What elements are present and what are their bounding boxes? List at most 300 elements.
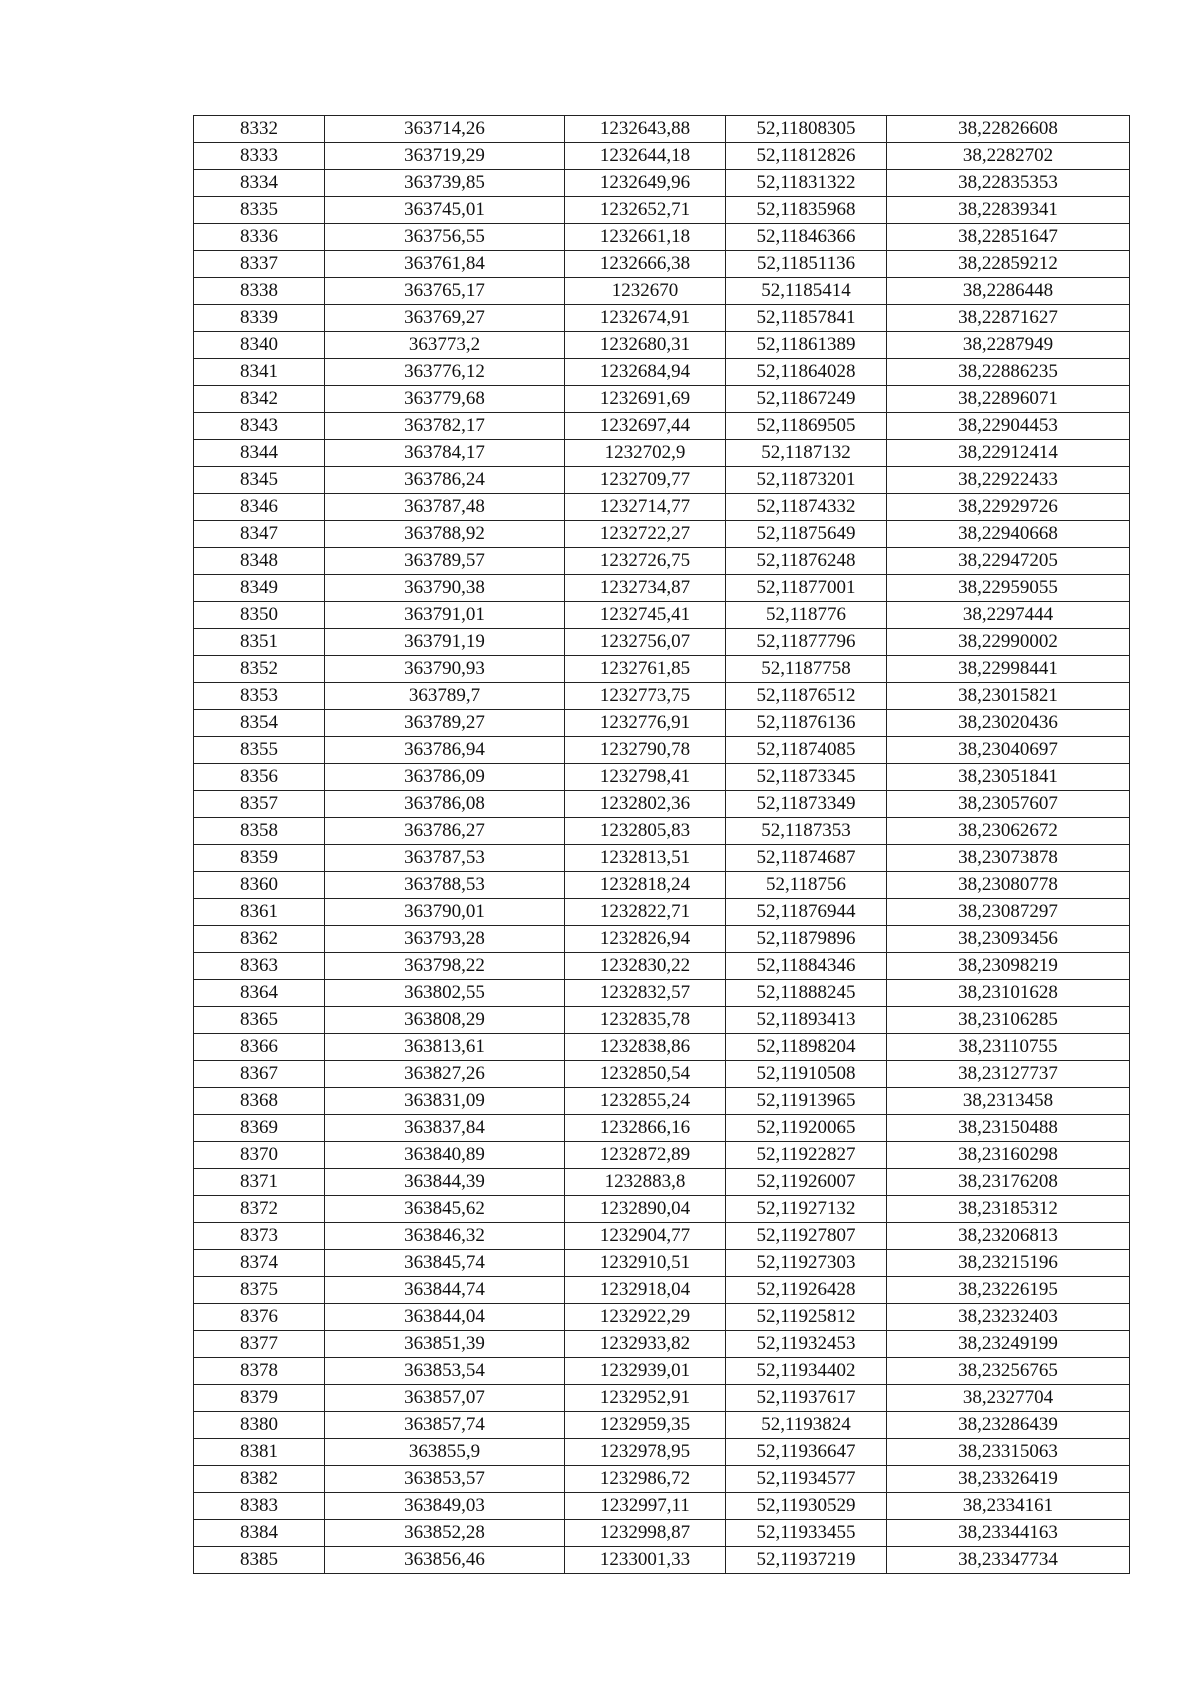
y-coordinate-cell: 1232997,11 xyxy=(565,1493,726,1520)
y-coordinate-cell: 1232726,75 xyxy=(565,548,726,575)
table-row xyxy=(194,602,1130,629)
table-row xyxy=(194,845,1130,872)
point-number-cell: 8332 xyxy=(194,116,325,143)
latitude-cell: 52,11812826 xyxy=(726,143,887,170)
point-number-cell: 8358 xyxy=(194,818,325,845)
y-coordinate-cell: 1232670 xyxy=(565,278,726,305)
point-number-cell: 8370 xyxy=(194,1142,325,1169)
y-coordinate-cell: 1232649,96 xyxy=(565,170,726,197)
y-coordinate-cell: 1232776,91 xyxy=(565,710,726,737)
y-coordinate-cell: 1232826,94 xyxy=(565,926,726,953)
point-number-cell: 8364 xyxy=(194,980,325,1007)
table-row xyxy=(194,710,1130,737)
latitude-cell: 52,11927132 xyxy=(726,1196,887,1223)
table-row xyxy=(194,1142,1130,1169)
point-number-cell: 8334 xyxy=(194,170,325,197)
longitude-cell: 38,22904453 xyxy=(887,413,1130,440)
point-number-cell: 8375 xyxy=(194,1277,325,1304)
point-number-cell: 8356 xyxy=(194,764,325,791)
table-row xyxy=(194,1412,1130,1439)
point-number-cell: 8372 xyxy=(194,1196,325,1223)
longitude-cell: 38,23215196 xyxy=(887,1250,1130,1277)
latitude-cell: 52,11937617 xyxy=(726,1385,887,1412)
y-coordinate-cell: 1232986,72 xyxy=(565,1466,726,1493)
x-coordinate-cell: 363773,2 xyxy=(325,332,565,359)
latitude-cell: 52,1187758 xyxy=(726,656,887,683)
y-coordinate-cell: 1232722,27 xyxy=(565,521,726,548)
longitude-cell: 38,23057607 xyxy=(887,791,1130,818)
x-coordinate-cell: 363855,9 xyxy=(325,1439,565,1466)
x-coordinate-cell: 363761,84 xyxy=(325,251,565,278)
table-row xyxy=(194,1250,1130,1277)
latitude-cell: 52,11898204 xyxy=(726,1034,887,1061)
table-row xyxy=(194,359,1130,386)
y-coordinate-cell: 1232674,91 xyxy=(565,305,726,332)
latitude-cell: 52,11835968 xyxy=(726,197,887,224)
point-number-cell: 8360 xyxy=(194,872,325,899)
longitude-cell: 38,22851647 xyxy=(887,224,1130,251)
longitude-cell: 38,23127737 xyxy=(887,1061,1130,1088)
y-coordinate-cell: 1232761,85 xyxy=(565,656,726,683)
x-coordinate-cell: 363857,07 xyxy=(325,1385,565,1412)
y-coordinate-cell: 1232866,16 xyxy=(565,1115,726,1142)
x-coordinate-cell: 363856,46 xyxy=(325,1547,565,1574)
longitude-cell: 38,23160298 xyxy=(887,1142,1130,1169)
table-row xyxy=(194,1439,1130,1466)
point-number-cell: 8362 xyxy=(194,926,325,953)
x-coordinate-cell: 363776,12 xyxy=(325,359,565,386)
longitude-cell: 38,23062672 xyxy=(887,818,1130,845)
point-number-cell: 8367 xyxy=(194,1061,325,1088)
x-coordinate-cell: 363714,26 xyxy=(325,116,565,143)
latitude-cell: 52,11869505 xyxy=(726,413,887,440)
longitude-cell: 38,2313458 xyxy=(887,1088,1130,1115)
point-number-cell: 8359 xyxy=(194,845,325,872)
table-row xyxy=(194,278,1130,305)
point-number-cell: 8341 xyxy=(194,359,325,386)
point-number-cell: 8333 xyxy=(194,143,325,170)
table-row xyxy=(194,629,1130,656)
point-number-cell: 8383 xyxy=(194,1493,325,1520)
latitude-cell: 52,11861389 xyxy=(726,332,887,359)
longitude-cell: 38,23020436 xyxy=(887,710,1130,737)
x-coordinate-cell: 363790,01 xyxy=(325,899,565,926)
longitude-cell: 38,23232403 xyxy=(887,1304,1130,1331)
latitude-cell: 52,11864028 xyxy=(726,359,887,386)
point-number-cell: 8335 xyxy=(194,197,325,224)
x-coordinate-cell: 363857,74 xyxy=(325,1412,565,1439)
latitude-cell: 52,11884346 xyxy=(726,953,887,980)
point-number-cell: 8346 xyxy=(194,494,325,521)
table-row xyxy=(194,224,1130,251)
x-coordinate-cell: 363844,74 xyxy=(325,1277,565,1304)
longitude-cell: 38,22835353 xyxy=(887,170,1130,197)
longitude-cell: 38,23087297 xyxy=(887,899,1130,926)
y-coordinate-cell: 1232790,78 xyxy=(565,737,726,764)
table-row xyxy=(194,197,1130,224)
x-coordinate-cell: 363827,26 xyxy=(325,1061,565,1088)
longitude-cell: 38,23073878 xyxy=(887,845,1130,872)
latitude-cell: 52,11910508 xyxy=(726,1061,887,1088)
y-coordinate-cell: 1232904,77 xyxy=(565,1223,726,1250)
table-row xyxy=(194,926,1130,953)
x-coordinate-cell: 363844,04 xyxy=(325,1304,565,1331)
x-coordinate-cell: 363789,57 xyxy=(325,548,565,575)
longitude-cell: 38,22929726 xyxy=(887,494,1130,521)
x-coordinate-cell: 363840,89 xyxy=(325,1142,565,1169)
table-row xyxy=(194,1223,1130,1250)
point-number-cell: 8361 xyxy=(194,899,325,926)
y-coordinate-cell: 1232702,9 xyxy=(565,440,726,467)
y-coordinate-cell: 1232872,89 xyxy=(565,1142,726,1169)
point-number-cell: 8337 xyxy=(194,251,325,278)
latitude-cell: 52,11876136 xyxy=(726,710,887,737)
table-row xyxy=(194,1061,1130,1088)
latitude-cell: 52,11936647 xyxy=(726,1439,887,1466)
x-coordinate-cell: 363790,38 xyxy=(325,575,565,602)
point-number-cell: 8351 xyxy=(194,629,325,656)
table-row xyxy=(194,791,1130,818)
table-row xyxy=(194,1385,1130,1412)
coordinates-table xyxy=(193,115,1130,1574)
longitude-cell: 38,22990002 xyxy=(887,629,1130,656)
point-number-cell: 8355 xyxy=(194,737,325,764)
table-row xyxy=(194,683,1130,710)
latitude-cell: 52,11875649 xyxy=(726,521,887,548)
longitude-cell: 38,23315063 xyxy=(887,1439,1130,1466)
latitude-cell: 52,1185414 xyxy=(726,278,887,305)
y-coordinate-cell: 1232959,35 xyxy=(565,1412,726,1439)
point-number-cell: 8380 xyxy=(194,1412,325,1439)
longitude-cell: 38,23080778 xyxy=(887,872,1130,899)
y-coordinate-cell: 1232652,71 xyxy=(565,197,726,224)
point-number-cell: 8338 xyxy=(194,278,325,305)
point-number-cell: 8353 xyxy=(194,683,325,710)
point-number-cell: 8374 xyxy=(194,1250,325,1277)
table-row xyxy=(194,872,1130,899)
point-number-cell: 8376 xyxy=(194,1304,325,1331)
table-row xyxy=(194,386,1130,413)
latitude-cell: 52,11913965 xyxy=(726,1088,887,1115)
point-number-cell: 8363 xyxy=(194,953,325,980)
longitude-cell: 38,22947205 xyxy=(887,548,1130,575)
latitude-cell: 52,11934577 xyxy=(726,1466,887,1493)
x-coordinate-cell: 363798,22 xyxy=(325,953,565,980)
y-coordinate-cell: 1232850,54 xyxy=(565,1061,726,1088)
y-coordinate-cell: 1232855,24 xyxy=(565,1088,726,1115)
x-coordinate-cell: 363788,53 xyxy=(325,872,565,899)
y-coordinate-cell: 1232734,87 xyxy=(565,575,726,602)
point-number-cell: 8339 xyxy=(194,305,325,332)
longitude-cell: 38,23185312 xyxy=(887,1196,1130,1223)
latitude-cell: 52,11934402 xyxy=(726,1358,887,1385)
point-number-cell: 8368 xyxy=(194,1088,325,1115)
x-coordinate-cell: 363786,09 xyxy=(325,764,565,791)
latitude-cell: 52,11808305 xyxy=(726,116,887,143)
table-row xyxy=(194,1520,1130,1547)
x-coordinate-cell: 363719,29 xyxy=(325,143,565,170)
latitude-cell: 52,11926007 xyxy=(726,1169,887,1196)
y-coordinate-cell: 1232643,88 xyxy=(565,116,726,143)
longitude-cell: 38,22896071 xyxy=(887,386,1130,413)
table-row xyxy=(194,548,1130,575)
table-row xyxy=(194,1304,1130,1331)
x-coordinate-cell: 363787,48 xyxy=(325,494,565,521)
y-coordinate-cell: 1232714,77 xyxy=(565,494,726,521)
table-row xyxy=(194,1547,1130,1574)
y-coordinate-cell: 1232818,24 xyxy=(565,872,726,899)
longitude-cell: 38,23051841 xyxy=(887,764,1130,791)
y-coordinate-cell: 1232813,51 xyxy=(565,845,726,872)
latitude-cell: 52,11925812 xyxy=(726,1304,887,1331)
point-number-cell: 8371 xyxy=(194,1169,325,1196)
latitude-cell: 52,11922827 xyxy=(726,1142,887,1169)
x-coordinate-cell: 363769,27 xyxy=(325,305,565,332)
longitude-cell: 38,22959055 xyxy=(887,575,1130,602)
longitude-cell: 38,23093456 xyxy=(887,926,1130,953)
point-number-cell: 8344 xyxy=(194,440,325,467)
y-coordinate-cell: 1232822,71 xyxy=(565,899,726,926)
latitude-cell: 52,11874687 xyxy=(726,845,887,872)
longitude-cell: 38,23206813 xyxy=(887,1223,1130,1250)
y-coordinate-cell: 1232952,91 xyxy=(565,1385,726,1412)
y-coordinate-cell: 1232805,83 xyxy=(565,818,726,845)
x-coordinate-cell: 363782,17 xyxy=(325,413,565,440)
point-number-cell: 8347 xyxy=(194,521,325,548)
y-coordinate-cell: 1232883,8 xyxy=(565,1169,726,1196)
x-coordinate-cell: 363789,7 xyxy=(325,683,565,710)
longitude-cell: 38,2327704 xyxy=(887,1385,1130,1412)
longitude-cell: 38,22940668 xyxy=(887,521,1130,548)
point-number-cell: 8340 xyxy=(194,332,325,359)
latitude-cell: 52,11893413 xyxy=(726,1007,887,1034)
table-row xyxy=(194,656,1130,683)
y-coordinate-cell: 1232890,04 xyxy=(565,1196,726,1223)
longitude-cell: 38,23040697 xyxy=(887,737,1130,764)
longitude-cell: 38,23226195 xyxy=(887,1277,1130,1304)
x-coordinate-cell: 363853,57 xyxy=(325,1466,565,1493)
latitude-cell: 52,11873349 xyxy=(726,791,887,818)
y-coordinate-cell: 1232756,07 xyxy=(565,629,726,656)
y-coordinate-cell: 1232998,87 xyxy=(565,1520,726,1547)
x-coordinate-cell: 363837,84 xyxy=(325,1115,565,1142)
x-coordinate-cell: 363786,94 xyxy=(325,737,565,764)
point-number-cell: 8377 xyxy=(194,1331,325,1358)
table-row xyxy=(194,521,1130,548)
y-coordinate-cell: 1232832,57 xyxy=(565,980,726,1007)
table-row xyxy=(194,899,1130,926)
table-row xyxy=(194,1466,1130,1493)
table-row xyxy=(194,575,1130,602)
y-coordinate-cell: 1232918,04 xyxy=(565,1277,726,1304)
longitude-cell: 38,2286448 xyxy=(887,278,1130,305)
latitude-cell: 52,11874085 xyxy=(726,737,887,764)
longitude-cell: 38,23015821 xyxy=(887,683,1130,710)
point-number-cell: 8373 xyxy=(194,1223,325,1250)
table-row xyxy=(194,1007,1130,1034)
x-coordinate-cell: 363845,62 xyxy=(325,1196,565,1223)
table-row xyxy=(194,413,1130,440)
longitude-cell: 38,22871627 xyxy=(887,305,1130,332)
y-coordinate-cell: 1232939,01 xyxy=(565,1358,726,1385)
longitude-cell: 38,23286439 xyxy=(887,1412,1130,1439)
table-row xyxy=(194,1115,1130,1142)
longitude-cell: 38,23176208 xyxy=(887,1169,1130,1196)
latitude-cell: 52,11874332 xyxy=(726,494,887,521)
point-number-cell: 8366 xyxy=(194,1034,325,1061)
y-coordinate-cell: 1232661,18 xyxy=(565,224,726,251)
x-coordinate-cell: 363849,03 xyxy=(325,1493,565,1520)
table-row xyxy=(194,251,1130,278)
longitude-cell: 38,23106285 xyxy=(887,1007,1130,1034)
x-coordinate-cell: 363739,85 xyxy=(325,170,565,197)
point-number-cell: 8385 xyxy=(194,1547,325,1574)
point-number-cell: 8382 xyxy=(194,1466,325,1493)
point-number-cell: 8348 xyxy=(194,548,325,575)
longitude-cell: 38,22998441 xyxy=(887,656,1130,683)
latitude-cell: 52,11888245 xyxy=(726,980,887,1007)
x-coordinate-cell: 363831,09 xyxy=(325,1088,565,1115)
x-coordinate-cell: 363802,55 xyxy=(325,980,565,1007)
latitude-cell: 52,11876248 xyxy=(726,548,887,575)
y-coordinate-cell: 1232644,18 xyxy=(565,143,726,170)
point-number-cell: 8378 xyxy=(194,1358,325,1385)
latitude-cell: 52,11937219 xyxy=(726,1547,887,1574)
point-number-cell: 8357 xyxy=(194,791,325,818)
x-coordinate-cell: 363852,28 xyxy=(325,1520,565,1547)
x-coordinate-cell: 363791,01 xyxy=(325,602,565,629)
longitude-cell: 38,22922433 xyxy=(887,467,1130,494)
y-coordinate-cell: 1232691,69 xyxy=(565,386,726,413)
point-number-cell: 8381 xyxy=(194,1439,325,1466)
point-number-cell: 8345 xyxy=(194,467,325,494)
y-coordinate-cell: 1232773,75 xyxy=(565,683,726,710)
latitude-cell: 52,11927807 xyxy=(726,1223,887,1250)
y-coordinate-cell: 1232910,51 xyxy=(565,1250,726,1277)
y-coordinate-cell: 1232978,95 xyxy=(565,1439,726,1466)
point-number-cell: 8336 xyxy=(194,224,325,251)
longitude-cell: 38,23344163 xyxy=(887,1520,1130,1547)
latitude-cell: 52,11851136 xyxy=(726,251,887,278)
table-row xyxy=(194,467,1130,494)
table-row xyxy=(194,332,1130,359)
x-coordinate-cell: 363789,27 xyxy=(325,710,565,737)
table-row xyxy=(194,170,1130,197)
x-coordinate-cell: 363790,93 xyxy=(325,656,565,683)
x-coordinate-cell: 363793,28 xyxy=(325,926,565,953)
y-coordinate-cell: 1232922,29 xyxy=(565,1304,726,1331)
x-coordinate-cell: 363813,61 xyxy=(325,1034,565,1061)
table-row xyxy=(194,818,1130,845)
latitude-cell: 52,118756 xyxy=(726,872,887,899)
y-coordinate-cell: 1232697,44 xyxy=(565,413,726,440)
x-coordinate-cell: 363791,19 xyxy=(325,629,565,656)
table-row xyxy=(194,1358,1130,1385)
latitude-cell: 52,11879896 xyxy=(726,926,887,953)
table-row xyxy=(194,1034,1130,1061)
y-coordinate-cell: 1232838,86 xyxy=(565,1034,726,1061)
point-number-cell: 8369 xyxy=(194,1115,325,1142)
x-coordinate-cell: 363786,27 xyxy=(325,818,565,845)
table-row xyxy=(194,440,1130,467)
y-coordinate-cell: 1232709,77 xyxy=(565,467,726,494)
y-coordinate-cell: 1232830,22 xyxy=(565,953,726,980)
latitude-cell: 52,11876944 xyxy=(726,899,887,926)
x-coordinate-cell: 363786,08 xyxy=(325,791,565,818)
point-number-cell: 8384 xyxy=(194,1520,325,1547)
latitude-cell: 52,11920065 xyxy=(726,1115,887,1142)
x-coordinate-cell: 363851,39 xyxy=(325,1331,565,1358)
table-row xyxy=(194,305,1130,332)
point-number-cell: 8342 xyxy=(194,386,325,413)
table-row xyxy=(194,1277,1130,1304)
x-coordinate-cell: 363845,74 xyxy=(325,1250,565,1277)
latitude-cell: 52,11927303 xyxy=(726,1250,887,1277)
x-coordinate-cell: 363853,54 xyxy=(325,1358,565,1385)
y-coordinate-cell: 1232802,36 xyxy=(565,791,726,818)
longitude-cell: 38,23326419 xyxy=(887,1466,1130,1493)
y-coordinate-cell: 1232745,41 xyxy=(565,602,726,629)
longitude-cell: 38,2297444 xyxy=(887,602,1130,629)
y-coordinate-cell: 1232798,41 xyxy=(565,764,726,791)
latitude-cell: 52,11873345 xyxy=(726,764,887,791)
point-number-cell: 8379 xyxy=(194,1385,325,1412)
latitude-cell: 52,118776 xyxy=(726,602,887,629)
latitude-cell: 52,11926428 xyxy=(726,1277,887,1304)
table-row xyxy=(194,737,1130,764)
latitude-cell: 52,11933455 xyxy=(726,1520,887,1547)
longitude-cell: 38,22886235 xyxy=(887,359,1130,386)
table-row xyxy=(194,143,1130,170)
x-coordinate-cell: 363784,17 xyxy=(325,440,565,467)
point-number-cell: 8354 xyxy=(194,710,325,737)
table-row xyxy=(194,1196,1130,1223)
latitude-cell: 52,1193824 xyxy=(726,1412,887,1439)
longitude-cell: 38,2334161 xyxy=(887,1493,1130,1520)
latitude-cell: 52,11876512 xyxy=(726,683,887,710)
x-coordinate-cell: 363756,55 xyxy=(325,224,565,251)
longitude-cell: 38,23101628 xyxy=(887,980,1130,1007)
table-row xyxy=(194,494,1130,521)
latitude-cell: 52,1187132 xyxy=(726,440,887,467)
x-coordinate-cell: 363808,29 xyxy=(325,1007,565,1034)
longitude-cell: 38,23249199 xyxy=(887,1331,1130,1358)
table-row xyxy=(194,953,1130,980)
table-row xyxy=(194,980,1130,1007)
table-body xyxy=(194,116,1130,1574)
latitude-cell: 52,11877001 xyxy=(726,575,887,602)
latitude-cell: 52,11831322 xyxy=(726,170,887,197)
longitude-cell: 38,2282702 xyxy=(887,143,1130,170)
longitude-cell: 38,22839341 xyxy=(887,197,1130,224)
latitude-cell: 52,11877796 xyxy=(726,629,887,656)
longitude-cell: 38,22826608 xyxy=(887,116,1130,143)
x-coordinate-cell: 363844,39 xyxy=(325,1169,565,1196)
x-coordinate-cell: 363846,32 xyxy=(325,1223,565,1250)
y-coordinate-cell: 1232835,78 xyxy=(565,1007,726,1034)
x-coordinate-cell: 363779,68 xyxy=(325,386,565,413)
point-number-cell: 8365 xyxy=(194,1007,325,1034)
longitude-cell: 38,2287949 xyxy=(887,332,1130,359)
x-coordinate-cell: 363788,92 xyxy=(325,521,565,548)
table-row xyxy=(194,1169,1130,1196)
x-coordinate-cell: 363786,24 xyxy=(325,467,565,494)
x-coordinate-cell: 363787,53 xyxy=(325,845,565,872)
point-number-cell: 8343 xyxy=(194,413,325,440)
longitude-cell: 38,23110755 xyxy=(887,1034,1130,1061)
longitude-cell: 38,23347734 xyxy=(887,1547,1130,1574)
latitude-cell: 52,11846366 xyxy=(726,224,887,251)
